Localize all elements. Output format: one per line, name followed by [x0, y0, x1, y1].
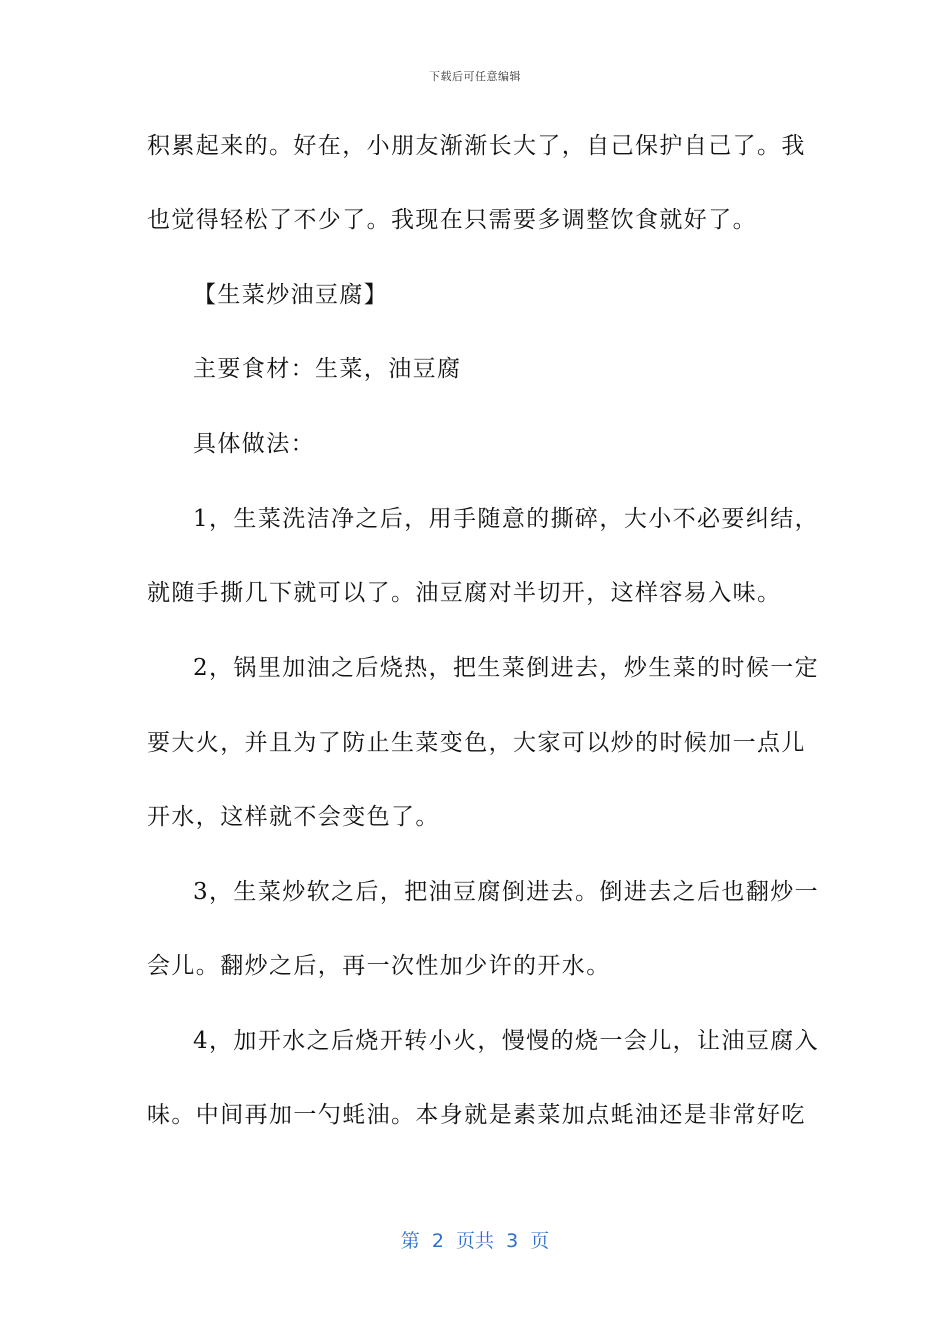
ingredients-line: 主要食材：生菜，油豆腐: [193, 356, 462, 382]
step-line: 4，加开水之后烧开转小火，慢慢的烧一会儿，让油豆腐入: [193, 1028, 820, 1054]
step-line: 3，生菜炒软之后，把油豆腐倒进去。倒进去之后也翻炒一: [193, 879, 820, 905]
page-number-footer: 第 2 页共 3 页: [400, 1230, 550, 1252]
method-heading: 具体做法：: [193, 431, 315, 457]
step-line: 要大火，并且为了防止生菜变色，大家可以炒的时候加一点儿: [147, 730, 806, 756]
step-line: 会儿。翻炒之后，再一次性加少许的开水。: [147, 953, 611, 979]
step-line: 就随手撕几下就可以了。油豆腐对半切开，这样容易入味。: [147, 580, 782, 606]
step-line: 1，生菜洗洁净之后，用手随意的撕碎，大小不必要纠结，: [193, 506, 820, 532]
header-note: 下载后可任意编辑: [429, 70, 521, 83]
body-line: 也觉得轻松了不少了。我现在只需要多调整饮食就好了。: [147, 207, 757, 233]
body-line: 积累起来的。好在，小朋友渐渐长大了，自己保护自己了。我: [147, 133, 806, 159]
step-line: 味。中间再加一勺蚝油。本身就是素菜加点蚝油还是非常好吃: [147, 1102, 806, 1128]
step-line: 2，锅里加油之后烧热，把生菜倒进去，炒生菜的时候一定: [193, 655, 820, 681]
step-line: 开水，这样就不会变色了。: [147, 804, 440, 830]
recipe-title: 【生菜炒油豆腐】: [193, 282, 389, 308]
